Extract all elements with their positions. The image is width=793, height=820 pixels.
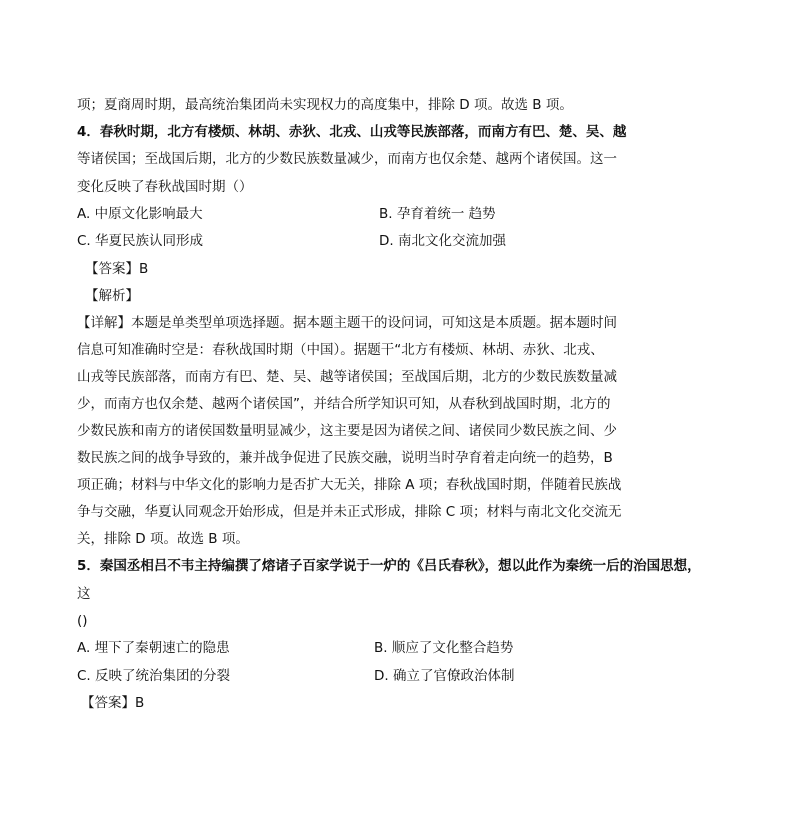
q4-answer: 【答案】B xyxy=(85,261,149,277)
q4-stem-line-3: 变化反映了春秋战国时期（） xyxy=(77,179,253,195)
q4-detail-line-3: 山戎等民族部落，而南方有巴、楚、吴、越等诸侯国；至战国后期，北方的少数民族数量减 xyxy=(77,369,617,385)
q5-option-a: A. 埋下了秦朝速亡的隐患 xyxy=(77,640,230,656)
q5-stem-line-2: 这 xyxy=(77,586,91,602)
q4-analysis-label: 【解析】 xyxy=(85,288,139,304)
q4-detail-line-1: 【详解】本题是单类型单项选择题。据本题主题干的设问词，可知这是本质题。据本题时间 xyxy=(77,315,617,331)
q4-detail-line-6: 数民族之间的战争导致的，兼并战争促进了民族交融，说明当时孕育着走向统一的趋势，B xyxy=(77,450,613,466)
q4-detail-line-7: 项正确；材料与中华文化的影响力是否扩大无关，排除 A 项；春秋战国时期，伴随着民族战 xyxy=(77,477,622,493)
q5-answer: 【答案】B xyxy=(81,695,145,711)
q4-option-d: D. 南北文化交流加强 xyxy=(379,233,506,249)
q5-option-d: D. 确立了官僚政治体制 xyxy=(374,668,515,684)
q4-detail-line-5: 少数民族和南方的诸侯国数量明显减少，这主要是因为诸侯之间、诸侯同少数民族之间、少 xyxy=(77,423,617,439)
q4-detail-line-9: 关，排除 D 项。故选 B 项。 xyxy=(77,531,249,547)
q5-stem-line-3: () xyxy=(77,613,88,629)
intro-line: 项；夏商周时期，最高统治集团尚未实现权力的高度集中，排除 D 项。故选 B 项。 xyxy=(77,97,573,113)
q4-stem-line-1: 4．春秋时期，北方有楼烦、林胡、赤狄、北戎、山戎等民族部落，而南方有巴、楚、吴、越 xyxy=(77,124,627,140)
q5-stem-line-1: 5．秦国丞相吕不韦主持编撰了熔诸子百家学说于一炉的《吕氏春秋》，想以此作为秦统一后的治国思想， xyxy=(77,558,701,574)
q4-detail-line-4: 少，而南方也仅余楚、越两个诸侯国”，并结合所学知识可知，从春秋到战国时期，北方的 xyxy=(77,396,611,412)
q5-option-b: B. 顺应了文化整合趋势 xyxy=(374,640,514,656)
q4-option-c: C. 华夏民族认同形成 xyxy=(77,233,204,249)
q4-stem-line-2: 等诸侯国；至战国后期，北方的少数民族数量减少，而南方也仅余楚、越两个诸侯国。这一 xyxy=(77,151,617,167)
q5-option-c: C. 反映了统治集团的分裂 xyxy=(77,668,231,684)
q4-detail-line-8: 争与交融，华夏认同观念开始形成，但是并未正式形成，排除 C 项；材料与南北文化交流无 xyxy=(77,504,622,520)
q4-option-b: B. 孕育着统一 趋势 xyxy=(379,206,496,222)
q4-detail-line-2: 信息可知准确时空是：春秋战国时期（中国）。据题干“北方有楼烦、林胡、赤狄、北戎、 xyxy=(77,342,604,358)
q4-option-a: A. 中原文化影响最大 xyxy=(77,206,203,222)
